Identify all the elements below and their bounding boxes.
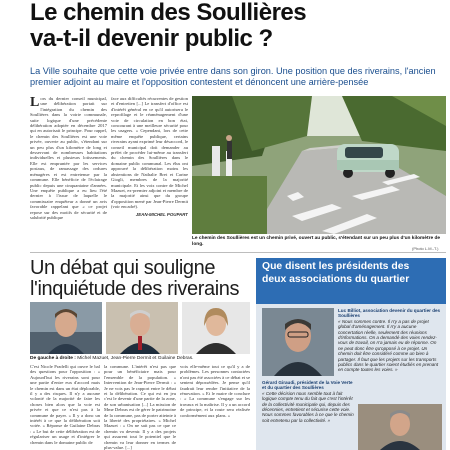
- debate-body-1: C'est Nicole Pradelli qui ouvre le bal des questions pour l'opposition : « Aujourd'hui les riverains sont pour une partie d'entre eux d'accord mais le chemin est dans un état déplorable, il y a des risques. Il n'y a aucune volonté de la majorité de faire les choses bien alors que la voie est privée et que ce n'est pas à la commune de payer. » Il y a donc un intérêt à ce que la délibération soit votée. » Réponse de Guilaine Debras : « Le but de cette délibération est de régulariser un usage et d'intégrer le chemin dans le domaine public de: [30, 364, 100, 445]
- portrait-gerard-giraudi: [358, 404, 442, 450]
- section-headline: [30, 258, 255, 300]
- associations-box-header: [256, 258, 446, 304]
- quote-1-author: Luc Billiot, association devenir du quartier des Soullières: [338, 308, 441, 319]
- associations-box-header-line-2: deux associations du quartier: [262, 273, 410, 285]
- portrait-4-illustration: [262, 308, 334, 376]
- article-body-1: ors du dernier conseil municipal, une délibération portait sur l'intégration du chemin des Soullières dans la voirie communale, suite logique d'une précédente délibération adoptée en décembre 2017 qui en autorisait le principe. Pour rappel, le chemin des Soullières est une voie privée, ouverte au public, s'étendant sur un peu plus d'un kilomètre de long et desservant de nombreuses habitations individuelles et plusieurs lotissements. Elle est empruntée par les services postaux, de ramassage des ordures ménagères et est entretenue par la commune. Elle bénéficie de l'éclairage public depuis une cinquantaine d'années. Une enquête publique a eu lieu l'été dernier à l'issue de laquelle le commissaire enquêteur a donné un avis favorable rappelant que « ce projet repose sur des motifs de sécurité et de salubrité publique: [30, 96, 107, 220]
- portrait-michel-mazuet: [30, 302, 102, 354]
- article-column-2: [111, 96, 188, 244]
- portrait-3-illustration: [182, 302, 250, 354]
- quote-2-text: « Cette décision nous semble tout à fait logique compte tenu du fait que c'est l'intérêt de la collectivité municipale qui, depuis des décennies, entretient et sécurise cette voie. Nous sommes favorables à ce que le chemin soit entretenu par la collectivité. »: [262, 390, 354, 423]
- section-headline-line-2: l'inquiétude des riverains: [30, 278, 240, 300]
- article-column-1: [30, 96, 107, 244]
- portrait-guilaine-debras: [182, 302, 250, 354]
- subheadline: La Ville souhaite que cette voie privée entre dans son giron. Une position que des riverains, l'ancien premier adjoint au maire et l'opposition contestent et dénoncent une arrière-pensée: [30, 66, 436, 87]
- drop-cap: L: [30, 96, 40, 110]
- portraits-caption-label: De gauche à droite :: [30, 356, 76, 361]
- photo-caption-text: Le chemin des Soullières est un chemin privé, ouvert au public, s'étendant sur un peu plus d'un kilomètre de long.: [192, 236, 441, 247]
- author-signature: JEAN-MICHEL POUPART: [135, 211, 188, 217]
- debate-body-2: la commune. L'intérêt n'est pas que pour un bénéficiaire mais pour l'ensemble de la population. » Intervention de Jean-Pierre Dermit : « Je ne vois pas le rapport entre le débat et la délibération. Ce qui est en jeu c'est le devenir d'une partie de la zone, de son urbanisation [...] La mission de Mme Debras est de gérer le patrimoine de la commune, pas de porter atteinte à la liberté des propriétaires. » Michel Mazuet : « On ne sait pas ce que ce chemin va devenir. Il y a des projets qui assurent tout le potentiel que le chemin va leur donner en termes de plus-value. [...]: [104, 364, 176, 450]
- headline-line-2: va-t-il devenir public ?: [30, 25, 273, 52]
- photo-credit: (Photo L.M.-T.): [412, 246, 439, 251]
- headline-line-1: Le chemin des Soullières: [30, 0, 307, 26]
- section-headline-line-1: Un débat qui souligne: [30, 257, 216, 279]
- portrait-jean-pierre-dermit: [106, 302, 178, 354]
- portrait-5-illustration: [358, 404, 442, 450]
- quote-1-text: « Nous sommes contre. Il n'y a pas de projet global d'aménagement. Il n'y a aucune concertation réelle, seulement des réunions d'informations. On a demandé des voies rendez-vous de travail, on n'a jamais eu de réponse. On ne peut donc être qu'opposé à ce projet. Un chemin doit être considéré comme un bien à partager. Il faut que les projets sur les transports publics dans le quartier soient étudiés en prenant en compte toutes les voies. »: [338, 318, 439, 373]
- section-divider: [30, 252, 446, 253]
- portrait-luc-billiot: [262, 308, 334, 376]
- debate-column-2: [104, 364, 176, 450]
- debate-column-3: [180, 364, 250, 450]
- photo-caption: [192, 236, 446, 247]
- debate-body-3: voix elle-même tout ce qu'il y a de problèmes. Les personnes contactées n'ont pas été associées à ce débat et se sentent dépossédées. Je pense qu'il faudrait leur rendre l'initiative de la rénovation. » Et le maire de conclure : « La commune s'engage sur les travaux et la maîtrise. Il y a un accord de principe, et la route sera réalisée conformément aux plans. »: [180, 364, 250, 418]
- article-body-2: face aux difficultés récurrentes de gestion et d'entretien [...] Le transfert d'office est d'intérêt général en ce qu'il autorisera le reprofilage et le réaménagement d'une voie de circulation en bon état, concourant à une meilleure sécurité pour les usagers. » Cependant, lors de cette même enquête publique, certains riverains ayant exprimé leur désaccord, le conseil municipal doit demander au préfet de procéder lui-même au transfert du chemin des Soullières dans le domaine public communal. Les élus ont approuvé la délibération moins les abstentions de Nathalie Bret et Carine Giogli, membres de la majorité municipale. Et les voix contre de Michel Mazuet, ex-premier adjoint et membre de la majorité ainsi que du groupe d'opposition mené par Jean-Pierre Dermit (voir encadré).: [111, 96, 188, 210]
- associations-box-header-line-1: Que disent les présidents des: [262, 261, 410, 272]
- road-photo: [192, 96, 446, 234]
- quote-2-author: Gérard Giraudi, président de la Voie Verte et du quartier des Soullières: [262, 380, 353, 391]
- portraits-caption-text: Michel Mazuet, Jean-Pierre Dermit et Guilaine Debras.: [77, 356, 194, 361]
- portraits-caption: [30, 356, 252, 362]
- headline: [30, 0, 440, 52]
- debate-column-1: [30, 364, 100, 450]
- association-quote-2: [262, 380, 354, 450]
- portrait-2-illustration: [106, 302, 178, 354]
- road-photo-illustration: [192, 96, 446, 234]
- portrait-1-illustration: [30, 302, 102, 354]
